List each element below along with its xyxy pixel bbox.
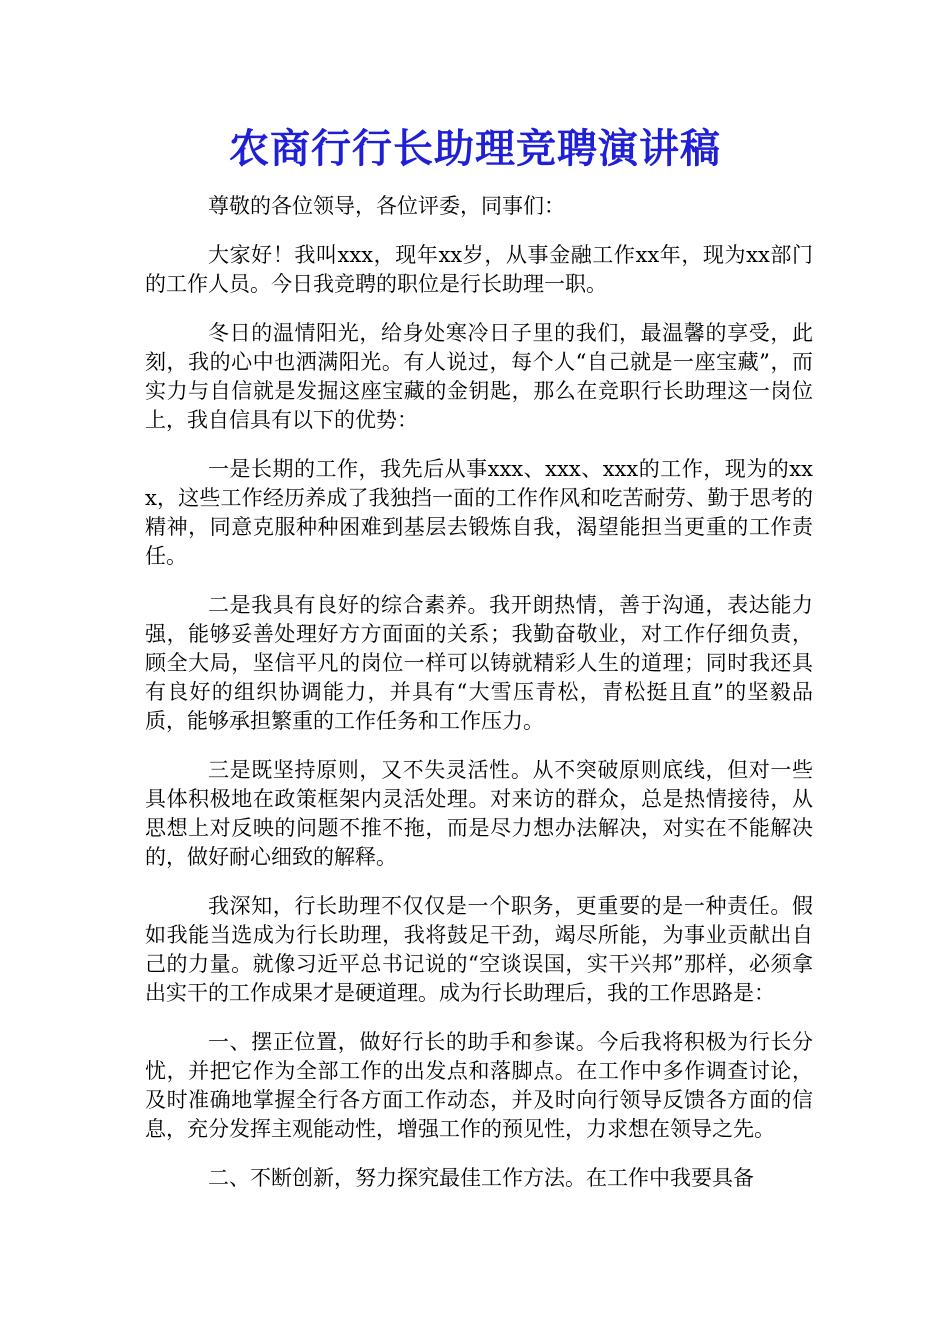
paragraph-responsibility: 我深知，行长助理不仅仅是一个职务，更重要的是一种责任。假如我能当选成为行长助理，我将鼓足干劲，竭尽所能，为事业贡献出自己的力量。就像习近平总书记说的“空谈误国，实干兴邦”那样，必须拿出实干的工作成果才是硬道理。成为行长助理后，我的工作思路是： [145,894,813,1005]
paragraph-salutation: 尊敬的各位领导，各位评委，同事们： [208,194,565,218]
paragraph-advantage-1: 一是长期的工作，我先后从事xxx、xxx、xxx的工作，现为的xxx，这些工作经历养成了我独挡一面的工作作风和吃苦耐劳、勤于思考的精神，同意克服种种困难到基层去锻炼自我，渴望能担当更重的工作责任。 [145,457,813,568]
paragraph-advantage-3: 三是既坚持原则，又不失灵活性。从不突破原则底线，但对一些具体积极地在政策框架内灵活处理。对来访的群众，总是热情接待，从思想上对反映的问题不推不拖，而是尽力想办法解决，对实在不能解决的，做好耐心细致的解释。 [145,758,813,869]
paragraph-introduction: 大家好！我叫xxx，现年xx岁，从事金融工作xx年，现为xx部门的工作人员。今日我竞聘的职位是行长助理一职。 [145,243,813,296]
document-body [145,192,813,1213]
paragraph-opening: 冬日的温情阳光，给身处寒冷日子里的我们，最温馨的享受，此刻，我的心中也洒满阳光。有人说过，每个人“自己就是一座宝藏”，而实力与自信就是发掘这座宝藏的金钥匙，那么在竞职行长助理这一岗位上，我自信具有以下的优势： [145,321,813,432]
page-title: 农商行行长助理竞聘演讲稿 [229,125,721,172]
paragraph-plan-1: 一、摆正位置，做好行长的助手和参谋。今后我将积极为行长分忧，并把它作为全部工作的出发点和落脚点。在工作中多作调查讨论，及时准确地掌握全行各方面工作动态，并及时向行领导反馈各方面的信息，充分发挥主观能动性，增强工作的预见性，力求想在领导之先。 [145,1030,813,1141]
paragraph-advantage-2: 二是我具有良好的综合素养。我开朗热情，善于沟通，表达能力强，能够妥善处理好方方面面的关系；我勤奋敬业，对工作仔细负责，顾全大局，坚信平凡的岗位一样可以铸就精彩人生的道理；同时我还具有良好的组织协调能力，并具有“大雪压青松，青松挺且直”的坚毅品质，能够承担繁重的工作任务和工作压力。 [145,593,813,733]
paragraph-plan-2: 二、不断创新，努力探究最佳工作方法。在工作中我要具备 [208,1166,754,1190]
